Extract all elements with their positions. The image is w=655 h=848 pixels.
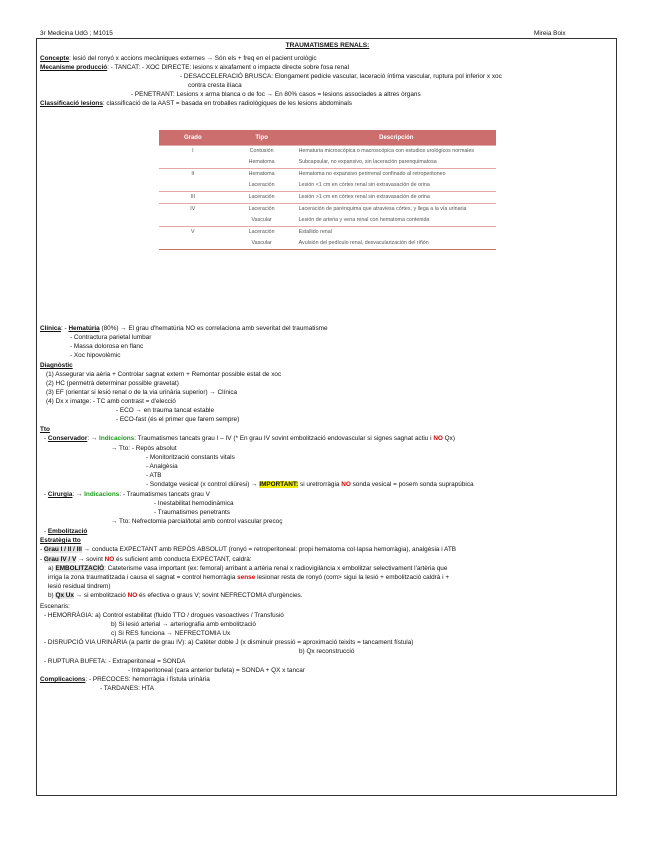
estrategia-embolitzacio: a) EMBOLITZACIÓ: Cateterisme vasa important (ex: femoral) arribant a artèria renal x radiovigilància x embolitzar selectivament l'artèria que	[48, 565, 448, 572]
diag-eco: - ECO → en trauma tancat estable	[116, 407, 215, 414]
clinica-massa: - Massa dolorosa en flanc	[70, 343, 144, 350]
type-cell: Hematoma	[227, 169, 297, 181]
tto-heading: Tto	[40, 426, 50, 433]
escenari-hemorragia-b: b) Si lesió arterial → arteriografia amb embolització	[111, 621, 256, 628]
table-header-grado: Grado	[159, 130, 227, 146]
type-cell: Vascular	[251, 217, 272, 223]
document-page	[36, 38, 617, 796]
type-cell: Laceración	[248, 182, 275, 188]
diag-step-2: (2) HC (permetrà determinar possible gravetat)	[46, 380, 179, 387]
grade-cell: IV	[159, 204, 227, 216]
estrategia-qx: b) Qx Ux → si embolització NO és efectiva o graus V; sovint NEFRECTOMIA d'urgències.	[48, 592, 303, 599]
grade-cell: III	[159, 192, 227, 204]
mecanisme-line: Mecanisme producció: - TANCAT: - XOC DIRECTE: lesions x aixafament o impacte directe sobre fosa renal	[40, 64, 349, 71]
aast-grade-table	[159, 130, 496, 250]
type-cell: Hematoma	[248, 159, 275, 165]
escenari-disrupcio: - DISRUPCIÓ VIA URINÀRIA (a partir de grau IV): a) Catèter doble J (x disminuir pressió = aproximació teixits = tancament fístula)	[44, 639, 414, 646]
estrategia-heading: Estratègia tto	[40, 537, 81, 544]
table-header-descripcion: Descripción	[297, 130, 496, 146]
escenari-disrupcio-b: b) Qx reconstrucció	[299, 648, 355, 655]
type-cell: Vascular	[227, 238, 297, 250]
conservador-line: - Conservador: → Indicacions: Traumatismes tancats grau I – IV (* En grau IV sovint embolització endovascular si signes sagnat actiu i NO Qx)	[44, 435, 455, 442]
description-cell: Hematoma no expansivo perirrenal confinado al retroperitoneo	[297, 169, 496, 181]
estrategia-embol-end: lesió residual tindrem)	[48, 583, 111, 590]
escenari-ruptura-intra: - Intraperitoneal (cara anterior bufeta) = SONDA + QX x tancar	[128, 667, 305, 674]
penetrant-line: - PENETRANT: Lesions x arma blanca o de foc → En 80% casos = lesions associades a altres òrgans	[131, 91, 421, 98]
cons-analgesia: - Analgèsia	[146, 463, 178, 470]
diag-eco-fast: - ECO-fast (és el primer que farem sempre)	[116, 416, 240, 423]
grade-cell	[159, 157, 227, 169]
header-right: Mireia Boix	[534, 30, 566, 37]
type-cell: Laceración	[227, 227, 297, 239]
escenaris-heading: Escenaris:	[40, 603, 70, 610]
table-row	[159, 227, 496, 239]
grade-cell	[159, 215, 227, 227]
escenari-ruptura: - RUPTURA BUFETA: - Extraperitoneal = SONDA	[44, 658, 186, 665]
clinica-contractura: - Contractura parietal lumbar	[70, 334, 152, 341]
concepte-line: Concepte: lesió del ronyó x accions mecàniques externes → Són els + freq en el pacient urològic	[40, 55, 317, 62]
cirurgia-line: - Cirurgia: → Indicacions: - Traumatismes tancats grau V	[44, 491, 210, 498]
classificacio-line: Classificació lesions: classificació de la AAST = basada en troballes radiològiques de les lesions abdominals	[40, 100, 352, 107]
cons-tto: → Tto: - Repòs absolut	[111, 445, 177, 452]
table-row	[159, 157, 496, 169]
diag-step-4: (4) Dx x imatge: - TC amb contrast = d'elecció	[46, 398, 176, 405]
diagnostic-heading: Diagnòstic	[40, 362, 73, 369]
desaccel-line-2: contra cresta ilíaca	[188, 82, 242, 89]
type-cell: Laceración	[227, 204, 297, 216]
table-row	[159, 204, 496, 216]
description-cell: Lesión <1 cm en córtex renal sin extravasación de orina	[298, 182, 430, 188]
estrategia-grau-1-3: - Grau I / II / III → conducta EXPECTANT amb REPÒS ABSOLUT (ronyó = retroperitoneal: propi hematoma col·lapsa hemorràgia), analgèsia i ATB	[40, 546, 456, 553]
grade-cell	[159, 238, 227, 250]
table-row	[159, 192, 496, 204]
description-cell: Laceración de parénquima que atraviesa córtex, y llega a la vía urinaria	[297, 204, 496, 216]
diag-step-1: (1) Assegurar via aèria + Controlar sagnat extern + Remontar possible estat de xoc	[46, 371, 282, 378]
cons-atb: - ATB	[146, 472, 162, 479]
cir-inestabilitat: - Inestabilitat hemodinàmica	[154, 500, 234, 507]
table-row	[159, 215, 496, 227]
header-left: 3r Medicina UdG ; M1015	[40, 30, 113, 37]
grade-cell: II	[159, 169, 227, 181]
estrategia-grau-4-5: - Grau IV / V → sovint NO és suficient amb conducta EXPECTANT, caldrà:	[40, 556, 252, 563]
type-cell: Contusión	[227, 146, 297, 158]
description-cell: Subcapsular, no expansivo, sin laceración parenquimatosa	[298, 159, 437, 165]
estrategia-embol-cont: irriga la zona traumatitzada i causa el sagnat = control hemorràgia sense lesionar resta de ronyó (com> sigui la lesió + embolització caldrà i +	[48, 574, 450, 581]
table-row	[159, 169, 496, 181]
cir-penetrants: - Traumatismes penetrants	[154, 509, 231, 516]
grade-cell: I	[159, 146, 227, 158]
description-cell: Hematuria microscópica o macroscópica con estudios urológicos normales	[297, 146, 496, 158]
description-cell: Estallido renal	[297, 227, 496, 239]
desaccel-line-1: - DESACCELERACIÓ BRUSCA: Elongament pedicle vascular, laceració íntima vascular, ruptura pol inferior x xoc	[180, 73, 502, 80]
type-cell: Laceración	[227, 192, 297, 204]
description-cell: Lesión de arteria y vena renal con hematoma contenida	[298, 217, 430, 223]
table-row	[159, 146, 496, 158]
grade-cell: V	[159, 227, 227, 239]
escenari-hemorragia: - HEMORRÀGIA: a) Control estabilitat (fluido TTO / drogues vasoactives / Transfusió	[44, 612, 284, 619]
table-header-tipo: Tipo	[227, 130, 297, 146]
diag-step-3: (3) EF (orientar si lesió renal o de la via urinària superior) → Clínica	[46, 389, 238, 396]
escenari-hemorragia-c: c) Si RES funciona → NEFRECTOMIA Ux	[111, 630, 231, 637]
page-title: TRAUMATISMES RENALS:	[285, 42, 370, 49]
cons-sondatge: - Sondatge vesical (x control diüresi) → IMPORTANT: si uretrorràgia NO sonda vesical = posem sonda suprapúbica	[146, 481, 474, 488]
cir-tto: → Tto: Nefrectomia parcial/total amb control vascular precoç	[111, 518, 283, 525]
complicacions-line: Complicacions: - PRECOCES: hemorràgia i fístula urinària	[40, 676, 210, 683]
clinica-line: Clínica: - Hematúria (80%) → El grau d'hematúria NO es correlaciona amb severitat del traumatisme	[40, 325, 328, 332]
description-cell: Lesión >1 cm en córtex renal sin extravasación de orina	[297, 192, 496, 204]
table-row	[159, 180, 496, 192]
complicacions-tardanes: - TARDANES: HTA	[100, 685, 154, 692]
table-row	[159, 238, 496, 250]
description-cell: Avulsión del pedículo renal, desvacularización del riñón	[297, 238, 496, 250]
embolitzacio-line: - Embolització	[44, 528, 88, 535]
clinica-xoc: - Xoc hipovolèmic	[70, 352, 121, 359]
cons-monitoritzacio: - Monitorització constants vitals	[146, 454, 235, 461]
grade-cell	[159, 180, 227, 192]
